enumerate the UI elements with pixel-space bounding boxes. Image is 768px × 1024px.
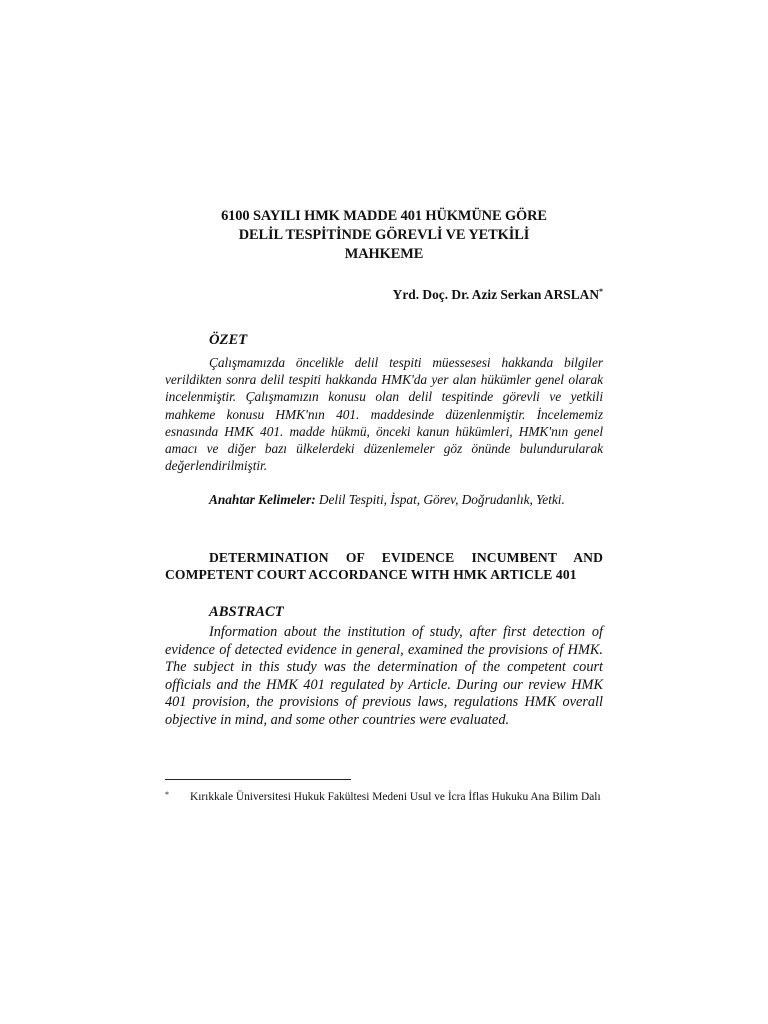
author-line xyxy=(393,287,603,303)
footnote-separator xyxy=(165,779,351,780)
keywords-list: Delil Tespiti, İspat, Görev, Doğrudanlık, Yetki. xyxy=(318,492,565,507)
title-line-2: DELİL TESPİTİNDE GÖREVLİ VE YETKİLİ xyxy=(238,227,530,243)
ozet-paragraph: Çalışmamızda öncelikle delil tespiti müessesesi hakkanda bilgiler verildikten sonra delil tespiti hakkanda HMK'da yer alan hükümler genel olarak incelenmiştir. Çalışmamızın konusu olan delil tespitinde görevli ve yetkili mahkeme konusu HMK'nın 401. maddesinde düzenlenmiştir. İncelememiz esnasında HMK 401. madde hükmü, önceki kanun hükümleri, HMK'nın genel amacı ve diğer bazı ülkelerdeki düzenlemeler göz önünde bulundurularak değerlendirilmiştir. xyxy=(165,355,603,474)
ozet-heading: ÖZET xyxy=(209,332,248,348)
english-title: DETERMINATION OF EVIDENCE INCUMBENT AND COMPETENT COURT ACCORDANCE WITH HMK ARTICLE 401 xyxy=(165,550,603,583)
keywords-label: Anahtar Kelimeler: xyxy=(209,492,316,507)
title-line-1: 6100 SAYILI HMK MADDE 401 HÜKMÜNE GÖRE xyxy=(221,208,547,224)
footnote-mark: * xyxy=(165,790,169,799)
author-name: Yrd. Doç. Dr. Aziz Serkan ARSLAN xyxy=(392,287,599,302)
abstract-paragraph: Information about the institution of study, after first detection of evidence of detected evidence in general, examined the provisions of HMK. The subject in this study was the determination of the competent court officials and the HMK 401 regulated by Article. During our review HMK 401 provision, the provisions of previous laws, regulations HMK overall objective in mind, and some other countries were evaluated. xyxy=(165,624,603,728)
title-line-3: MAHKEME xyxy=(344,246,424,262)
paper-title xyxy=(165,207,603,264)
footnote-text: Kırıkkale Üniversitesi Hukuk Fakültesi Medeni Usul ve İcra İflas Hukuku Ana Bilim Dalı xyxy=(190,791,601,803)
abstract-heading: ABSTRACT xyxy=(209,604,284,620)
keywords-paragraph xyxy=(165,491,603,508)
footnote xyxy=(165,790,603,805)
author-footnote-mark: * xyxy=(599,287,603,296)
